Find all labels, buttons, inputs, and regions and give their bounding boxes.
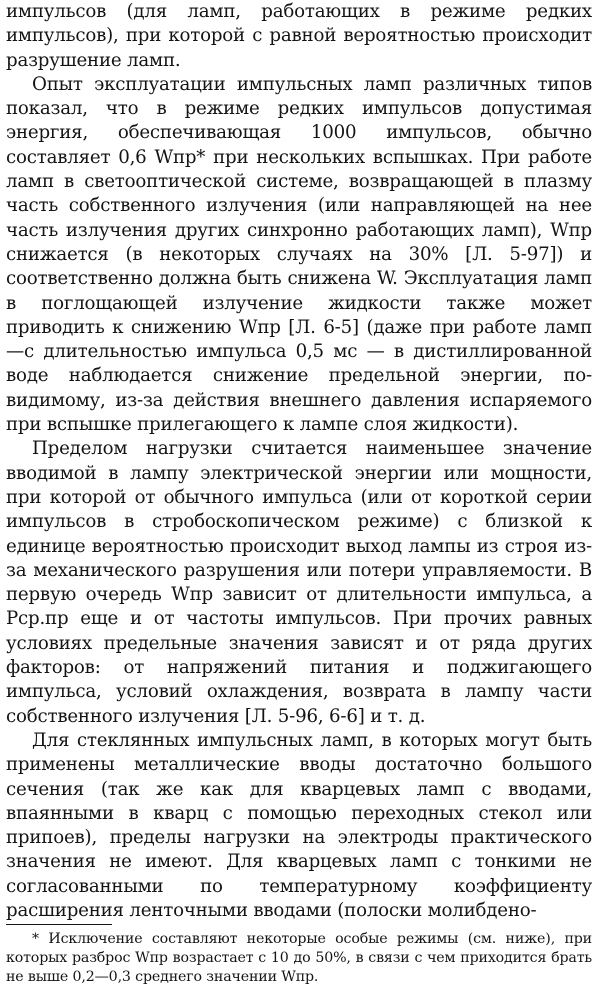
footnote-text: * Исключение составляют некоторые особые режимы (см. ниже), при которых разброс Wпр возрастает с 10 до 50%, в связи с чем приходится брать не выше 0,2—0,3 среднего значении Wпр. xyxy=(6,931,592,985)
paragraph-continuation: импульсов (для ламп, работающих в режиме редких импульсов), при которой с равной вероятностью происходит разрушение ламп. xyxy=(6,1,592,71)
main-text xyxy=(6,0,592,923)
paragraph-glass-lamps: Для стеклянных импульсных ламп, в которых могут быть применены металлические вводы достаточно большого сечения (так же как для кварцевых ламп с вводами, впаянными в кварц с помощью переходных стекол или припоев), пределы нагрузки на электроды практического значения не имеют. Для кварцевых ламп с тонкими не согласованными по температурному коэффициенту расширения ленточными вводами (полоски молибдено- xyxy=(6,729,592,921)
paragraph-operation-experience: Опыт эксплуатации импульсных ламп различных типов показал, что в режиме редких импульсов допустимая энергия, обеспечивающая 1000 импульсов, обычно составляет 0,6 Wпр* при нескольких вспышках. При работе ламп в светооптической системе, возвращающей в плазму часть собственного излучения (или направляющей на нее часть излучения других синхронно работающих ламп), Wпр снижается (в некоторых случаях на 30% [Л. 5-97]) и соответственно должна быть снижена W. Эксплуатация ламп в поглощающей излучение жидкости также может приводить к снижению Wпр [Л. 6-5] (даже при работе ламп—с длительностью импульса 0,5 мс — в дистиллированной воде наблюдается снижение предельной энергии, по-видимому, из-за действия внешнего давления испаряемого при вспышке прилегающего к лампе слоя жидкости). xyxy=(6,73,592,436)
footnote-rule xyxy=(6,924,112,925)
paragraph-load-limit: Пределом нагрузки считается наименьшее значение вводимой в лампу электрической энергии или мощности, при которой от обычного импульса (или от короткой серии импульсов в стробоскопическом режиме) с близкой к единице вероятностью происходит выход лампы из строя из-за механического разрушения или потери управляемости. В первую очередь Wпр зависит от длительности импульса, а Pср.пр еще и от частоты импульсов. При прочих равных условиях предельные значения зависят и от ряда других факторов: от напряжений питания и поджигающего импульса, условий охлаждения, возврата в лампу части собственного излучения [Л. 5-96, 6-6] и т. д. xyxy=(6,438,592,727)
document-page xyxy=(6,0,592,990)
footnote xyxy=(6,930,592,987)
